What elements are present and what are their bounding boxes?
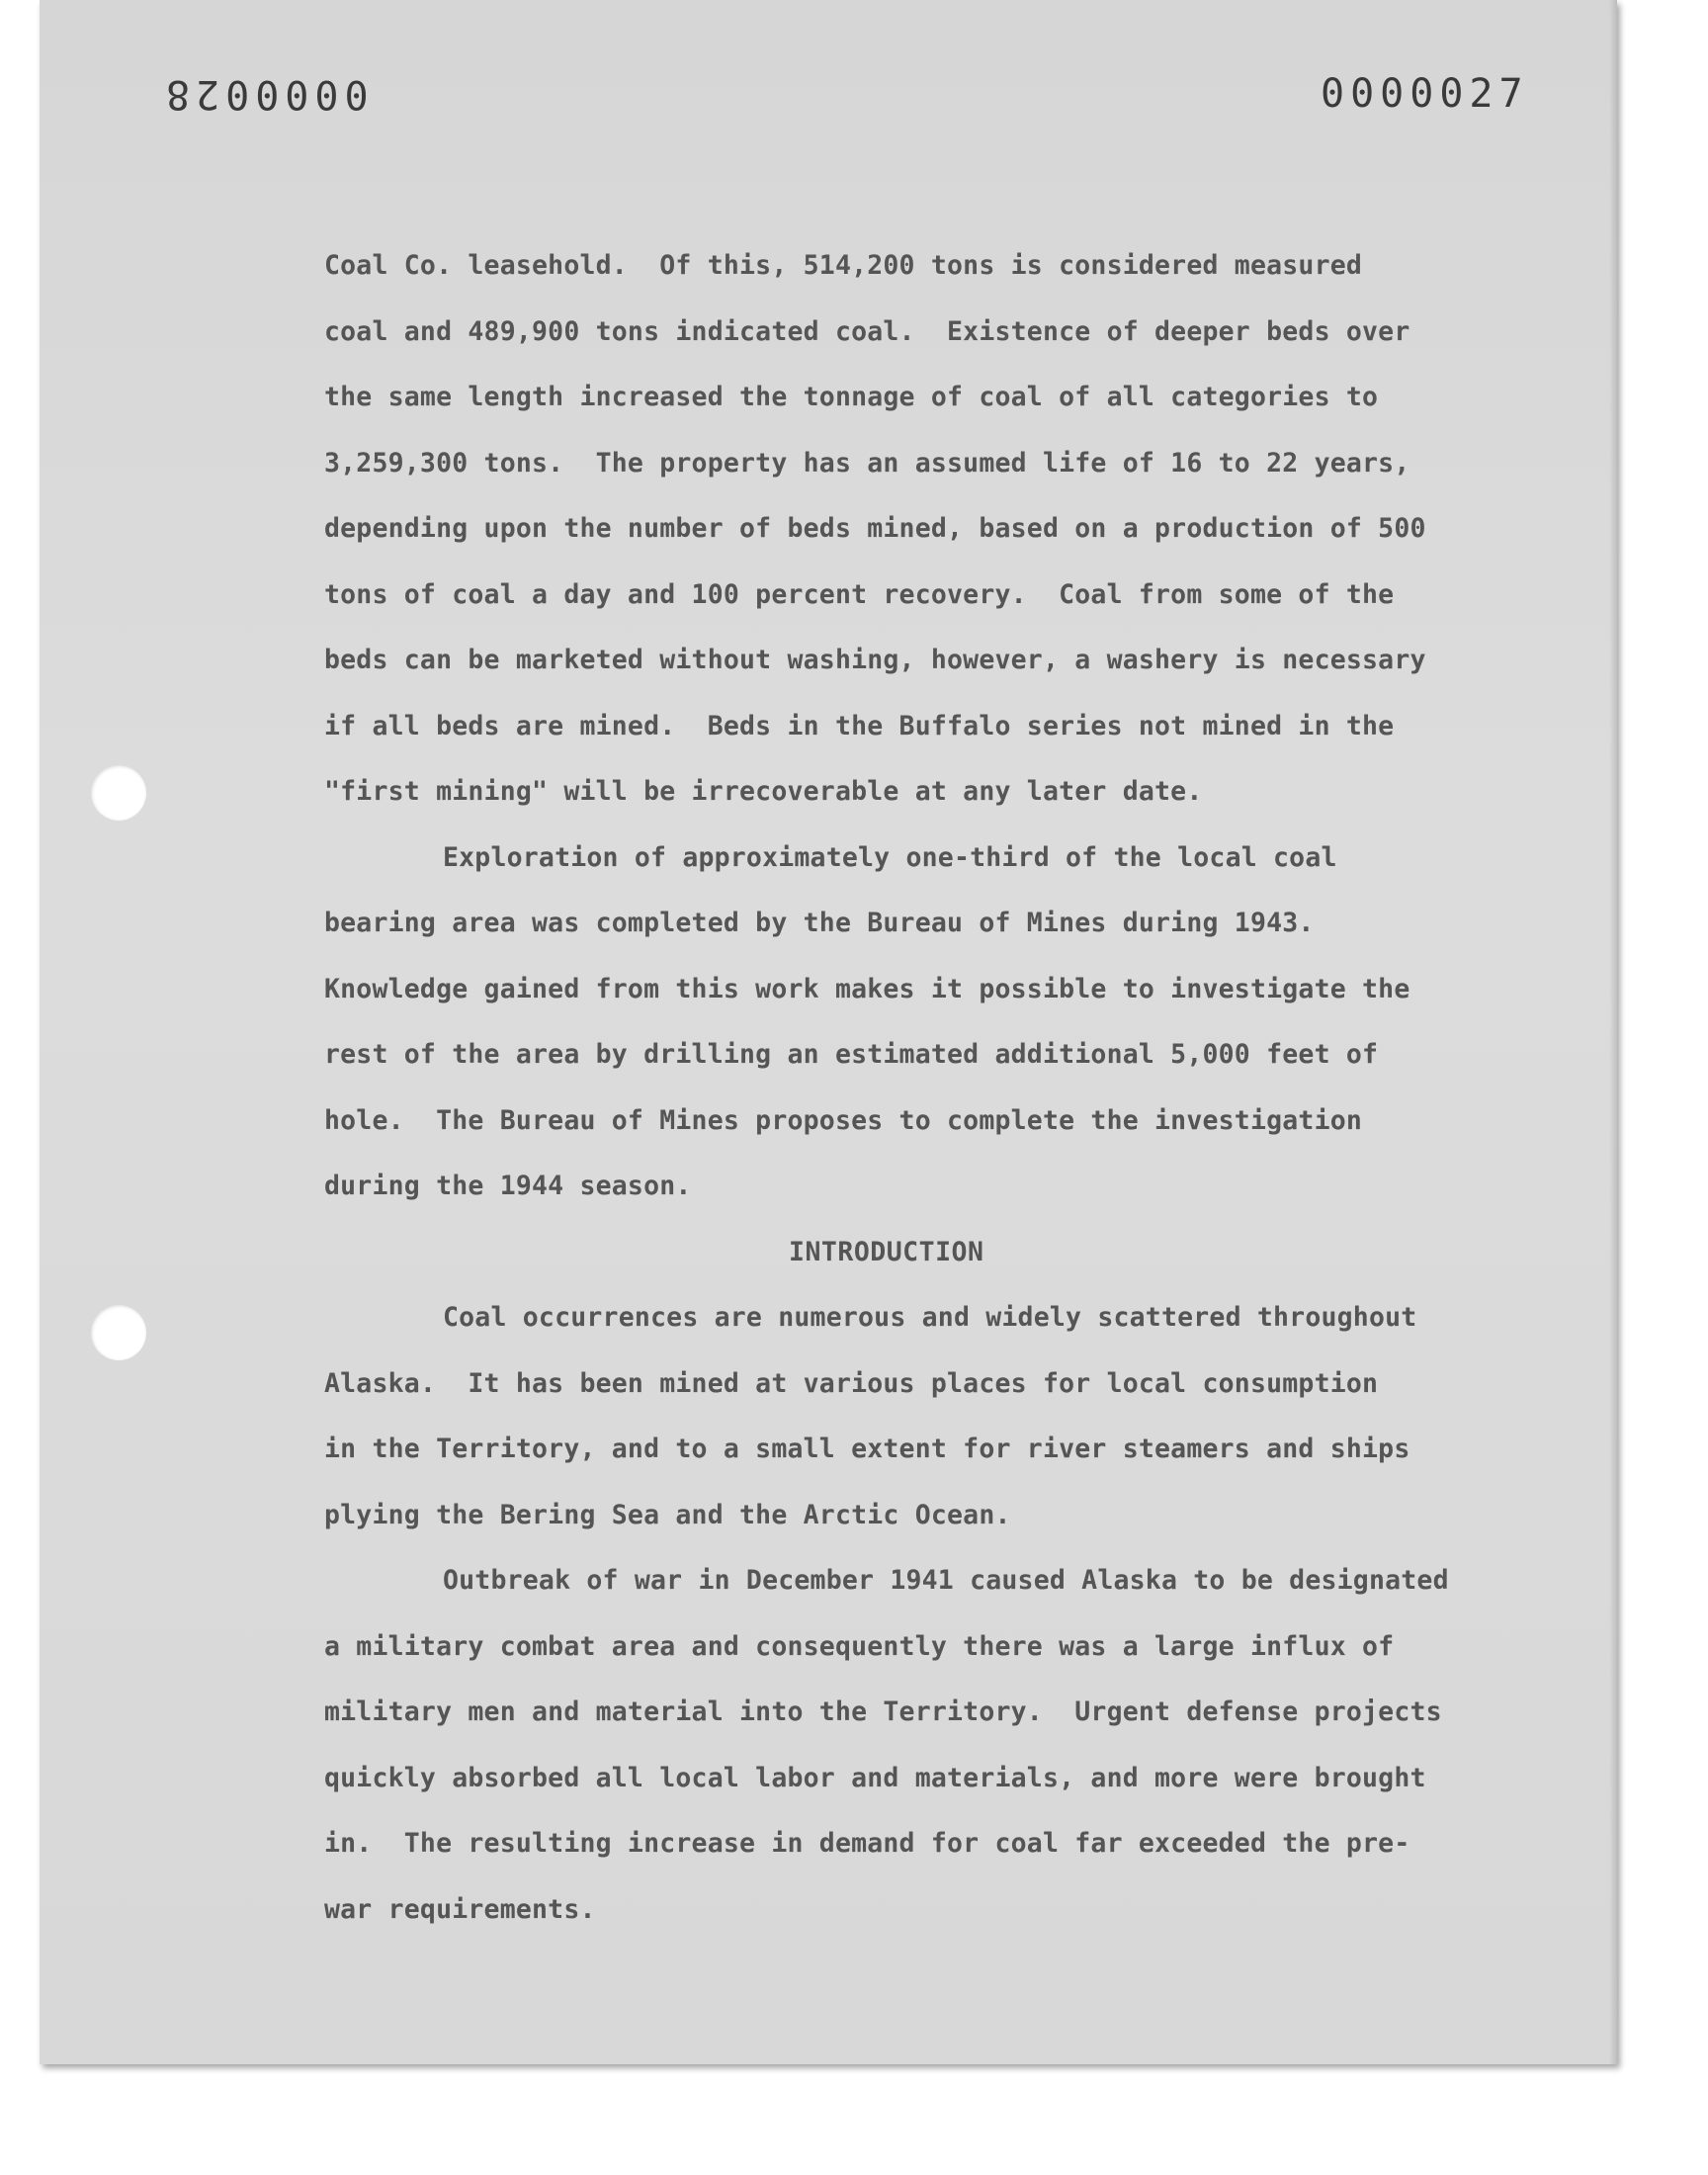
text-line: Coal Co. leasehold. Of this, 514,200 tons is considered measured bbox=[324, 250, 1363, 281]
body-text bbox=[324, 233, 1550, 1943]
text-line: in. The resulting increase in demand for coal far exceeded the pre- bbox=[324, 1828, 1410, 1859]
text-line: a military combat area and consequently there was a large influx of bbox=[324, 1630, 1395, 1662]
section-heading: INTRODUCTION bbox=[789, 1236, 984, 1267]
punch-hole-top bbox=[91, 765, 146, 821]
text-line: plying the Bering Sea and the Arctic Ocean. bbox=[324, 1499, 1011, 1530]
text-line: depending upon the number of beds mined, based on a production of 500 bbox=[324, 513, 1426, 544]
paragraph-first-line: Exploration of approximately one-third of the local coal bbox=[443, 841, 1337, 873]
text-line: quickly absorbed all local labor and materials, and more were brought bbox=[324, 1762, 1426, 1793]
text-line: in the Territory, and to a small extent for river steamers and ships bbox=[324, 1434, 1410, 1464]
text-line: Alaska. It has been mined at various places for local consumption bbox=[324, 1367, 1379, 1399]
text-line: war requirements. bbox=[324, 1893, 596, 1925]
text-line: tons of coal a day and 100 percent recovery. Coal from some of the bbox=[324, 578, 1395, 610]
text-line: if all beds are mined. Beds in the Buffalo series not mined in the bbox=[324, 710, 1395, 741]
text-line: the same length increased the tonnage of coal of all categories to bbox=[324, 382, 1379, 412]
page-edge-shadow bbox=[1609, 0, 1617, 2064]
paragraph-first-line: Outbreak of war in December 1941 caused Alaska to be designated bbox=[443, 1565, 1449, 1596]
paragraph-first-line: Coal occurrences are numerous and widely scattered throughout bbox=[443, 1302, 1417, 1333]
document-page bbox=[40, 0, 1617, 2064]
text-line: 3,259,300 tons. The property has an assumed life of 16 to 22 years, bbox=[324, 447, 1410, 478]
text-line: bearing area was completed by the Bureau of Mines during 1943. bbox=[324, 908, 1315, 938]
text-line: "first mining" will be irrecoverable at any later date. bbox=[324, 776, 1203, 807]
text-line: during the 1944 season. bbox=[324, 1171, 692, 1201]
page-number-stamp-left: 0000028 bbox=[160, 71, 369, 117]
punch-hole-bottom bbox=[91, 1305, 146, 1360]
text-line: rest of the area by drilling an estimated additional 5,000 feet of bbox=[324, 1039, 1379, 1070]
text-line: beds can be marketed without washing, however, a washery is necessary bbox=[324, 645, 1426, 675]
text-line: hole. The Bureau of Mines proposes to complete the investigation bbox=[324, 1104, 1363, 1136]
text-line: military men and material into the Territory. Urgent defense projects bbox=[324, 1696, 1442, 1727]
text-line: coal and 489,900 tons indicated coal. Existence of deeper beds over bbox=[324, 315, 1410, 347]
page-number-stamp-right: 0000027 bbox=[1321, 71, 1529, 117]
text-line: Knowledge gained from this work makes it possible to investigate the bbox=[324, 973, 1410, 1004]
